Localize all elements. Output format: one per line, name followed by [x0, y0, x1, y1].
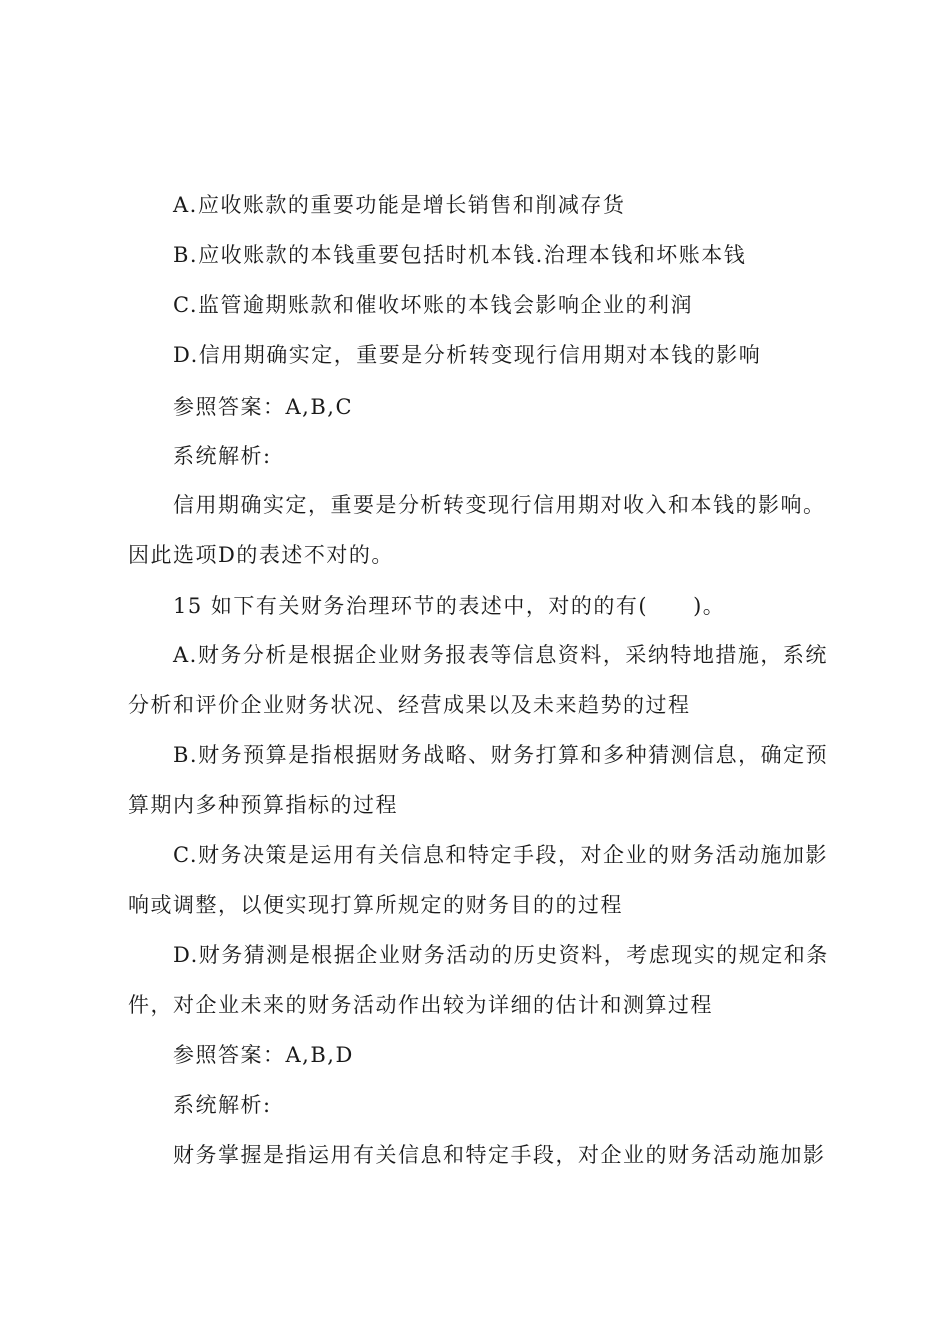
q14-option-d: D.信用期确实定，重要是分析转变现行信用期对本钱的影响	[173, 343, 762, 367]
q14-option-c: C.监管逾期账款和催收坏账的本钱会影响企业的利润	[173, 293, 693, 317]
q15-option-c-cont: 响或调整，以便实现打算所规定的财务目的的过程	[128, 893, 623, 917]
q14-analysis-heading: 系统解析:	[173, 444, 272, 468]
q14-option-a: A.应收账款的重要功能是增长销售和削减存货	[173, 193, 626, 217]
q15-analysis-text: 财务掌握是指运用有关信息和特定手段，对企业的财务活动施加影	[173, 1143, 826, 1167]
q14-analysis-text: 信用期确实定，重要是分析转变现行信用期对收入和本钱的影响。	[173, 493, 826, 517]
q15-question: 15 如下有关财务治理环节的表述中，对的的有( )。	[173, 594, 726, 618]
q14-analysis-text-cont: 因此选项D的表述不对的。	[128, 543, 394, 567]
q15-option-b-cont: 算期内多种预算指标的过程	[128, 793, 398, 817]
q15-option-a: A.财务分析是根据企业财务报表等信息资料，采纳特地措施，系统	[173, 643, 828, 667]
q15-option-d-cont: 件，对企业未来的财务活动作出较为详细的估计和测算过程	[128, 993, 713, 1017]
q15-option-c: C.财务决策是运用有关信息和特定手段，对企业的财务活动施加影	[173, 843, 828, 867]
q15-option-b: B.财务预算是指根据财务战略、财务打算和多种猜测信息，确定预	[173, 743, 829, 767]
q14-option-b: B.应收账款的本钱重要包括时机本钱.治理本钱和坏账本钱	[173, 243, 747, 267]
q15-analysis-heading: 系统解析:	[173, 1093, 272, 1117]
q15-reference-answer: 参照答案：A,B,D	[173, 1043, 354, 1067]
q15-option-a-cont: 分析和评价企业财务状况、经营成果以及未来趋势的过程	[128, 693, 691, 717]
q14-reference-answer: 参照答案：A,B,C	[173, 395, 354, 419]
q15-option-d: D.财务猜测是根据企业财务活动的历史资料，考虑现实的规定和条	[173, 943, 829, 967]
